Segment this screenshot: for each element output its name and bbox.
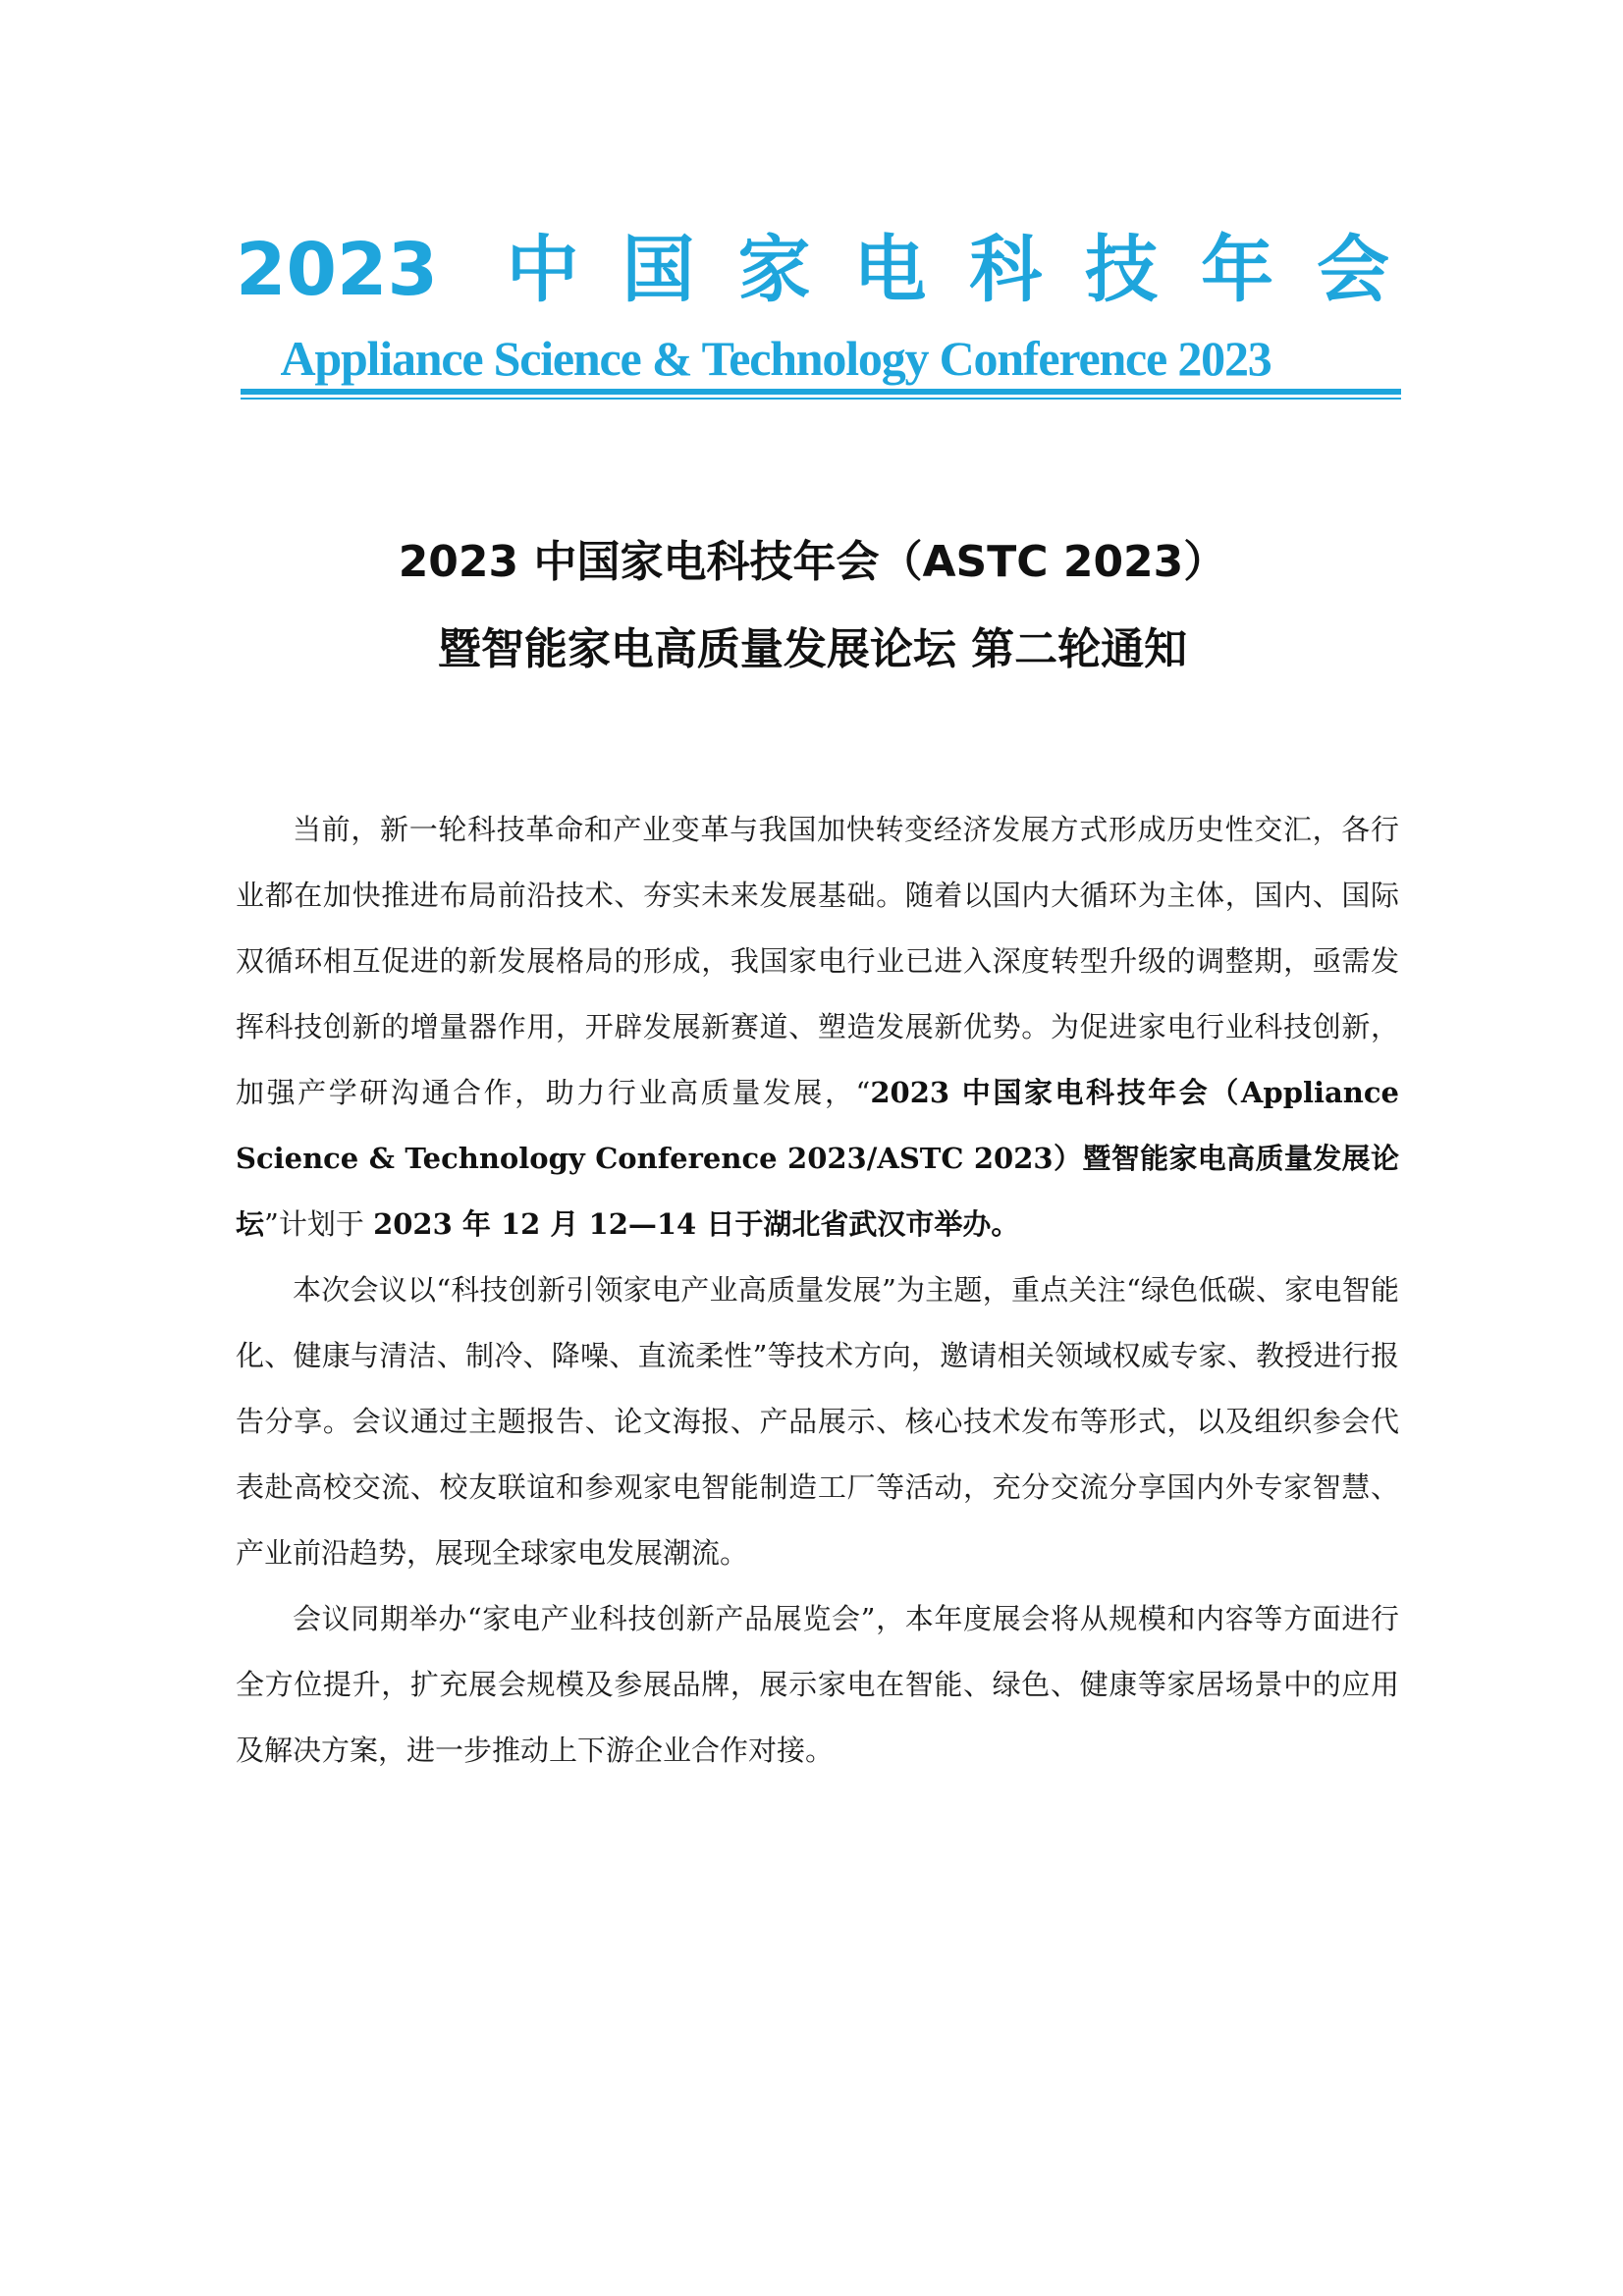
letterhead-title-en: Appliance Science & Technology Conference 2023 xyxy=(280,331,1271,386)
body-paragraph-3: 会议同期举办“家电产业科技创新产品展览会”，本年度展会将从规模和内容等方面进行全方位提升，扩充展会规模及参展品牌，展示家电在智能、绿色、健康等家居场景中的应用及解决方案，进一步推动上下游企业合作对接。 xyxy=(236,1602,1399,1767)
notice-title-line1: 2023 中国家电科技年会（ASTC 2023） xyxy=(398,537,1227,587)
body-paragraph-1 xyxy=(236,797,1399,1257)
notice-body xyxy=(236,797,1399,1784)
body-p1-text-b: ”计划于 xyxy=(264,1207,374,1241)
body-p1-text-a: 当前，新一轮科技革命和产业变革与我国加快转变经济发展方式形成历史性交汇，各行业都在加快推进布局前沿技术、夯实未来发展基础。随着以国内大循环为主体，国内、国际双循环相互促进的新发展格局的形成，我国家电行业已进入深度转型升级的调整期，亟需发挥科技创新的增量器作用，开辟发展新赛道、塑造发展新优势。为促进家电行业科技创新，加强产学研沟通合作，助力行业高质量发展，“ xyxy=(236,813,1399,1109)
letterhead-title-cn: 2023 中国家电科技年会 xyxy=(236,228,1389,312)
conference-full-name: 2023 中国家电科技年会（Appliance Science & Technology Conference 2023/ASTC 2023）暨智能家电高质量发展论坛 xyxy=(236,1076,1400,1241)
letterhead-rule-thick xyxy=(241,389,1401,395)
conference-date-location: 2023 年 12 月 12—14 日于湖北省武汉市举办。 xyxy=(373,1207,1020,1241)
letterhead-rule-thin xyxy=(241,398,1401,400)
notice-title-line2: 暨智能家电高质量发展论坛 第二轮通知 xyxy=(437,624,1188,674)
body-paragraph-2: 本次会议以“科技创新引领家电产业高质量发展”为主题，重点关注“绿色低碳、家电智能化、健康与清洁、制冷、降噪、直流柔性”等技术方向，邀请相关领域权威专家、教授进行报告分享。会议通过主题报告、论文海报、产品展示、核心技术发布等形式，以及组织参会代表赴高校交流、校友联谊和参观家电智能制造工厂等活动，充分交流分享国内外专家智慧、产业前沿趋势，展现全球家电发展潮流。 xyxy=(236,1273,1399,1570)
